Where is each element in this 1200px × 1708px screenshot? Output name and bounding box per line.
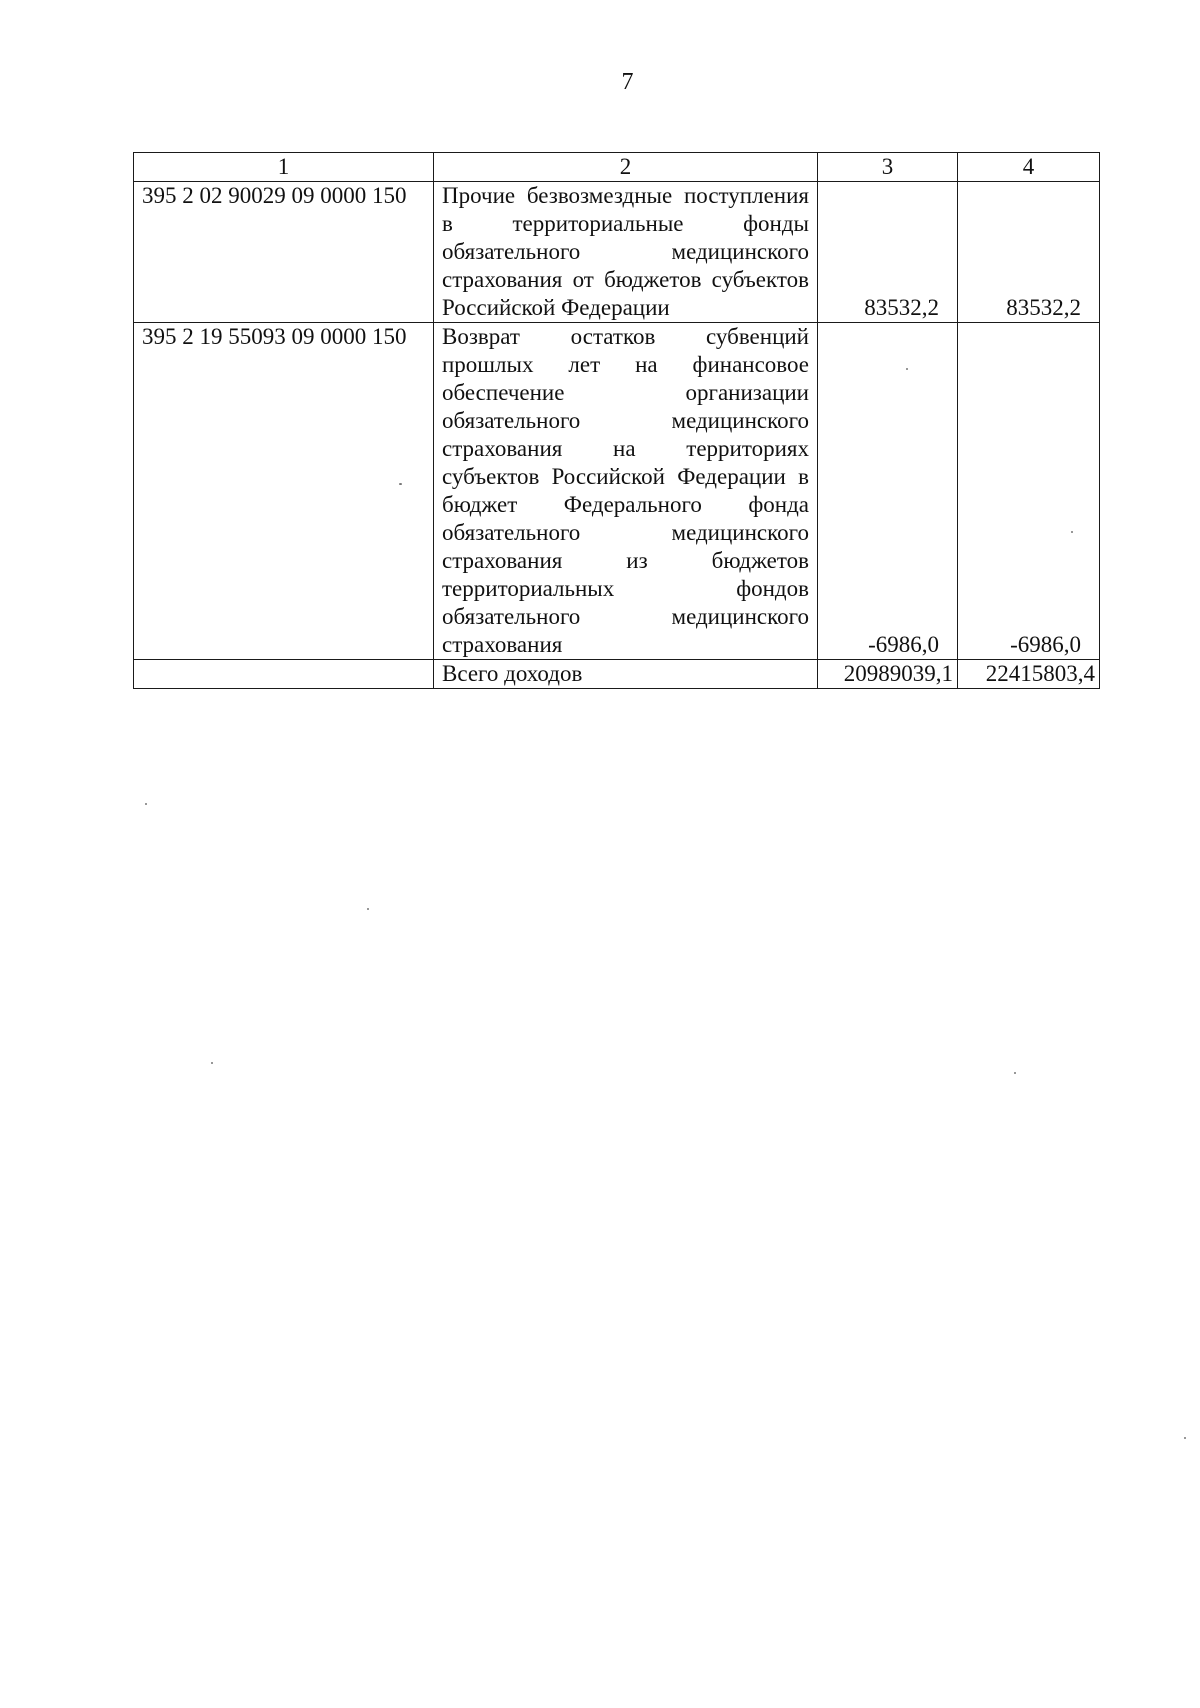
scan-speck bbox=[1184, 1437, 1186, 1439]
total-value-col4: 22415803,4 bbox=[958, 660, 1100, 689]
revenue-table bbox=[133, 152, 1100, 689]
column-header-2: 2 bbox=[434, 153, 818, 182]
scan-speck bbox=[399, 483, 402, 485]
scan-speck bbox=[1071, 531, 1073, 533]
scan-speck bbox=[145, 803, 147, 805]
total-value-col3: 20989039,1 bbox=[818, 660, 958, 689]
revenue-name-cell: Возврат остатков субвенций прошлых лет на финансовое обеспечение организации обязательного медицинского страхования на территориях субъектов Российской Федерации в бюджет Федерального фонда обязательного медицинского страхования из бюджетов территориальных фондов обязательного медицинского страхования bbox=[434, 323, 818, 660]
scan-speck bbox=[1014, 1072, 1016, 1074]
value-col3-cell: -6986,0 bbox=[818, 323, 958, 660]
total-row bbox=[134, 660, 1100, 689]
column-header-3: 3 bbox=[818, 153, 958, 182]
scan-speck bbox=[367, 908, 369, 910]
value-col3-cell: 83532,2 bbox=[818, 182, 958, 323]
table-header-row bbox=[134, 153, 1100, 182]
revenue-name-cell: Прочие безвозмездные поступления в территориальные фонды обязательного медицинского страхования от бюджетов субъектов Российской Федерации bbox=[434, 182, 818, 323]
budget-code-cell: 395 2 19 55093 09 0000 150 bbox=[134, 323, 434, 660]
budget-code-cell: 395 2 02 90029 09 0000 150 bbox=[134, 182, 434, 323]
value-col4-cell: 83532,2 bbox=[958, 182, 1100, 323]
total-label-cell: Всего доходов bbox=[434, 660, 818, 689]
table-row bbox=[134, 182, 1100, 323]
scan-speck bbox=[211, 1062, 213, 1064]
table-row bbox=[134, 323, 1100, 660]
value-col4-cell: -6986,0 bbox=[958, 323, 1100, 660]
page-number: 7 bbox=[621, 69, 634, 95]
column-header-1: 1 bbox=[134, 153, 434, 182]
scan-speck bbox=[906, 368, 908, 370]
column-header-4: 4 bbox=[958, 153, 1100, 182]
total-empty-cell bbox=[134, 660, 434, 689]
